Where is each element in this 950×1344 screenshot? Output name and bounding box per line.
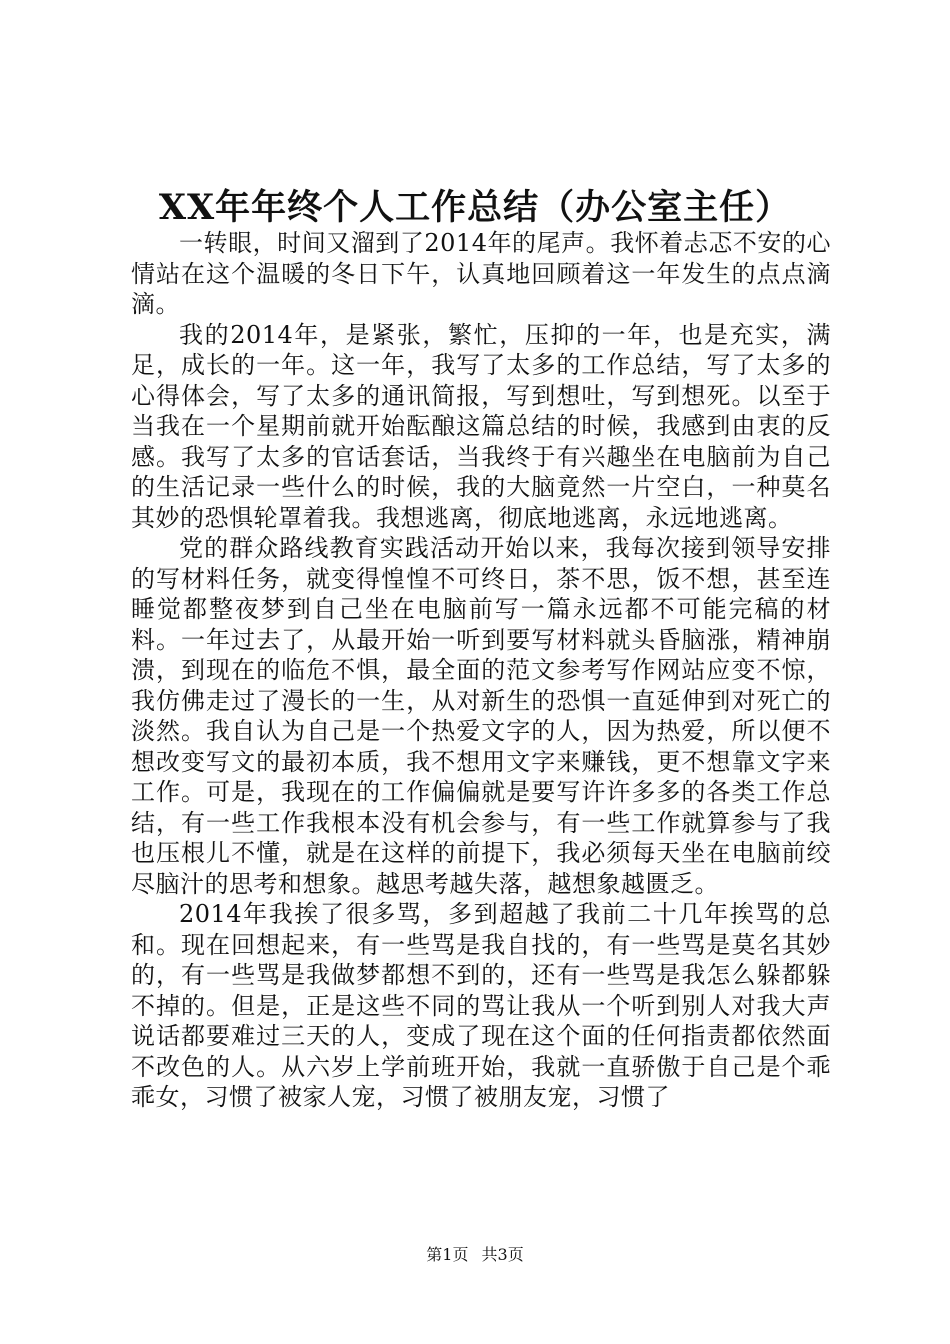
paragraph-3: 党的群众路线教育实践活动开始以来，我每次接到领导安排的写材料任务，就变得惶惶不可终日，茶不思，饭不想，甚至连睡觉都整夜梦到自己坐在电脑前写一篇永远都不可能完稿的材料。一年过去了，从最开始一听到要写材料就头昏脑涨，精神崩溃，到现在的临危不惧，最全面的范文参考写作网站应变不惊，我仿佛走过了漫长的一生，从对新生的恐惧一直延伸到对死亡的淡然。我自认为自己是一个热爱文字的人，因为热爱，所以便不想改变写文的最初本质，我不想用文字来赚钱，更不想靠文字来工作。可是，我现在的工作偏偏就是要写许许多多的各类工作总结，有一些工作我根本没有机会参与，有一些工作就算参与了我也压根儿不懂，就是在这样的前提下，我必须每天坐在电脑前绞尽脑汁的思考和想象。越思考越失落，越想象越匮乏。 — [131, 534, 831, 898]
page-number: 第1页 — [426, 1245, 469, 1264]
page-total: 共3页 — [481, 1245, 524, 1264]
document-title: XX年年终个人工作总结（办公室主任） — [158, 187, 792, 228]
paragraph-2: 我的2014年，是紧张，繁忙，压抑的一年，也是充实，满足，成长的一年。这一年，我写了太多的工作总结，写了太多的心得体会，写了太多的通讯简报，写到想吐，写到想死。以至于当我在一个星期前就开始酝酿这篇总结的时候，我感到由衷的反感。我写了太多的官话套话，当我终于有兴趣坐在电脑前为自己的生活记录一些什么的时候，我的大脑竟然一片空白，一种莫名其妙的恐惧轮罩着我。我想逃离，彻底地逃离，永远地逃离。 — [131, 320, 831, 532]
page-footer — [0, 1244, 950, 1266]
paragraph-4: 2014年我挨了很多骂，多到超越了我前二十几年挨骂的总和。现在回想起来，有一些骂是我自找的，有一些骂是莫名其妙的，有一些骂是我做梦都想不到的，还有一些骂是我怎么躲都躲不掉的。但是，正是这些不同的骂让我从一个听到别人对我大声说话都要难过三天的人，变成了现在这个面的任何指责都依然面不改色的人。从六岁上学前班开始，我就一直骄傲于自己是个乖乖女，习惯了被家人宠，习惯了被朋友宠，习惯了 — [131, 900, 831, 1111]
paragraph-1: 一转眼，时间又溜到了2014年的尾声。我怀着忐忑不安的心情站在这个温暖的冬日下午，认真地回顾着这一年发生的点点滴滴。 — [131, 229, 831, 318]
document-body — [131, 228, 831, 1113]
